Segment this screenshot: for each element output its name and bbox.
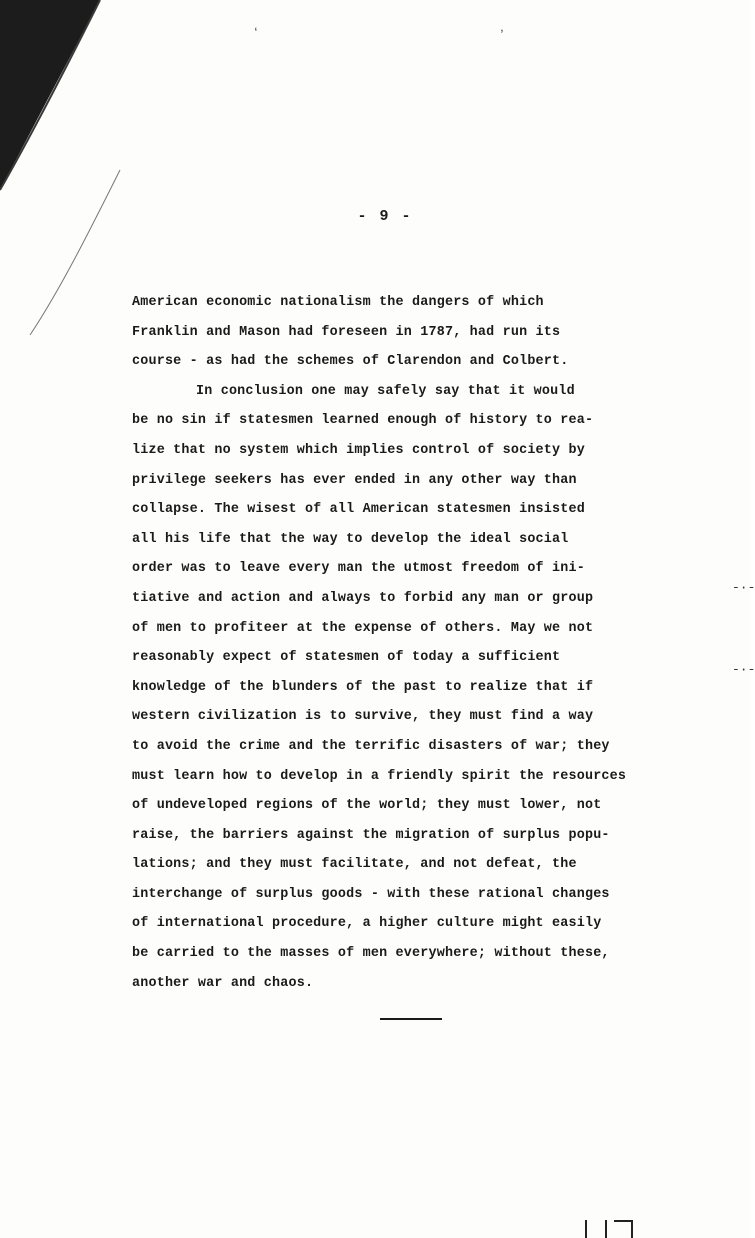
text-line: knowledge of the blunders of the past to realize that if (132, 679, 594, 695)
text-line: of undeveloped regions of the world; they must lower, not (132, 798, 602, 814)
archive-stamp-mark (582, 1218, 642, 1238)
text-line: must learn how to develop in a friendly spirit the resources (132, 768, 627, 784)
torn-corner-shadow (0, 0, 110, 340)
text-line: of international procedure, a higher culture might easily (132, 916, 602, 932)
page-number: - 9 - (357, 208, 413, 225)
text-line: course - as had the schemes of Clarendon and Colbert. (132, 354, 569, 370)
text-line: collapse. The wisest of all American statesmen insisted (132, 502, 585, 518)
text-line: western civilization is to survive, they must find a way (132, 709, 594, 725)
text-line: tiative and action and always to forbid any man or group (132, 590, 594, 606)
text-line: Franklin and Mason had foreseen in 1787, had run its (132, 324, 561, 340)
text-line: be carried to the masses of men everywhere; without these, (132, 946, 610, 962)
text-line: privilege seekers has ever ended in any other way than (132, 472, 577, 488)
margin-tick: -·- (732, 580, 755, 595)
text-line: reasonably expect of statesmen of today a sufficient (132, 650, 561, 666)
margin-tick: -·- (732, 662, 755, 677)
pencil-mark: ʼ (498, 28, 506, 43)
text-line: lations; and they must facilitate, and not defeat, the (132, 857, 577, 873)
text-line: to avoid the crime and the terrific disasters of war; they (132, 738, 610, 754)
text-line: be no sin if statesmen learned enough of history to rea- (132, 413, 594, 429)
text-line: of men to profiteer at the expense of others. May we not (132, 620, 594, 636)
pencil-mark: ʻ (252, 26, 260, 41)
text-line: interchange of surplus goods - with these rational changes (132, 886, 610, 902)
end-separator-rule (380, 1018, 442, 1020)
text-line: lize that no system which implies control of society by (132, 442, 585, 458)
text-line: American economic nationalism the dangers of which (132, 295, 544, 310)
text-line: raise, the barriers against the migration of surplus popu- (132, 827, 610, 843)
text-line: order was to leave every man the utmost freedom of ini- (132, 561, 585, 577)
body-text (132, 288, 692, 998)
text-line: In conclusion one may safely say that it would (196, 383, 575, 399)
text-line: all his life that the way to develop the ideal social (132, 531, 569, 547)
text-line: another war and chaos. (132, 975, 314, 991)
